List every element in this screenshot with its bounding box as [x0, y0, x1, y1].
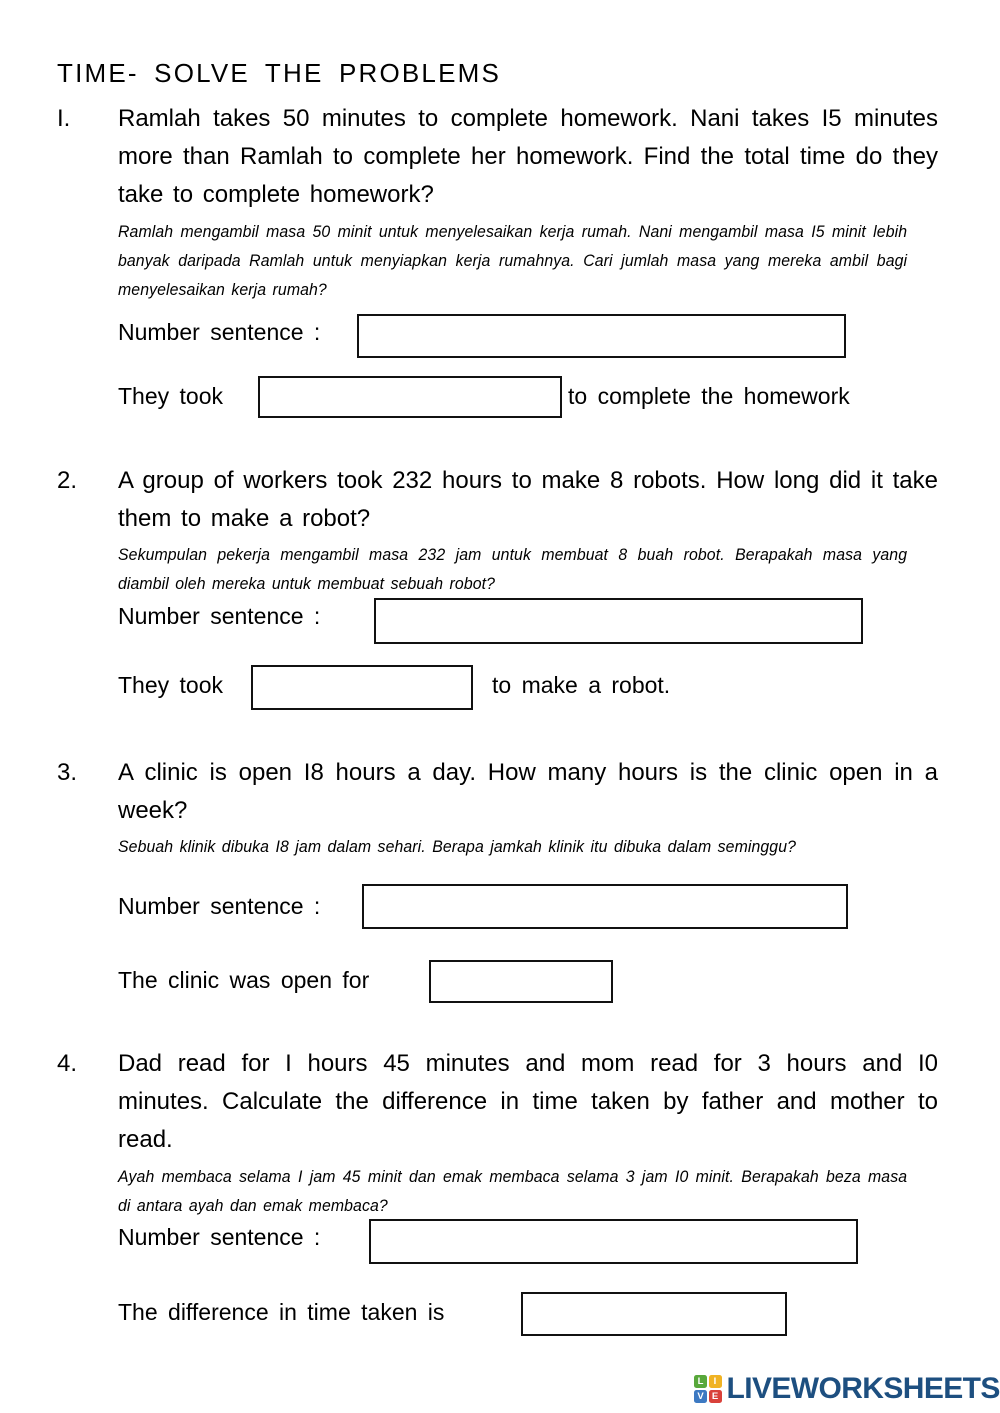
page-title: TIME- SOLVE THE PROBLEMS [57, 58, 502, 88]
answer-row-number-sentence-2 [0, 594, 1000, 642]
question-text-en-1: Ramlah takes 50 minutes to complete homework. Nani takes I5 minutes more than Ramlah to complete her homework. Find the total time do they take to complete homework? [118, 105, 938, 208]
logo-tile-i: I [709, 1375, 722, 1388]
logo-tiles-group [694, 1375, 722, 1403]
logo-tile-v: V [694, 1390, 707, 1403]
question-text-en-4: Dad read for I hours 45 minutes and mom read for 3 hours and I0 minutes. Calculate the difference in time taken by father and mother to read. [118, 1050, 938, 1153]
number-sentence-label-3: Number sentence : [118, 893, 321, 919]
answer-input-1[interactable] [258, 376, 562, 418]
number-sentence-label-4: Number sentence : [118, 1224, 321, 1250]
answer-row-result-1 [0, 374, 1000, 422]
answer-row-number-sentence-4 [0, 1215, 1000, 1263]
question-text-ms-3: Sebuah klinik dibuka I8 jam dalam sehari. Berapa jamkah klinik itu dibuka dalam seminggu? [118, 838, 797, 856]
answer-prefix-label-4: The difference in time taken is [118, 1299, 445, 1325]
number-sentence-input-2[interactable] [374, 598, 863, 644]
logo-wordmark: LIVEWORKSHEETS [726, 1372, 1000, 1405]
question-number-3: 3. [57, 759, 78, 786]
question-text-ms-2: Sekumpulan pekerja mengambil masa 232 jam untuk membuat 8 buah robot. Berapakah masa yang diambil oleh mereka untuk membuat sebuah robot? [118, 546, 908, 593]
answer-input-4[interactable] [521, 1292, 787, 1336]
question-text-en-3: A clinic is open I8 hours a day. How many hours is the clinic open in a week? [118, 759, 938, 824]
number-sentence-input-3[interactable] [362, 884, 848, 929]
question-number-2: 2. [57, 467, 78, 494]
answer-prefix-label-3: The clinic was open for [118, 967, 370, 993]
answer-row-result-4 [0, 1290, 1000, 1338]
answer-prefix-label-2: They took [118, 672, 223, 698]
answer-suffix-label-2: to make a robot. [492, 672, 671, 698]
number-sentence-label-2: Number sentence : [118, 603, 321, 629]
question-text-ms-4: Ayah membaca selama I jam 45 minit dan emak membaca selama 3 jam I0 minit. Berapakah beza masa di antara ayah dan emak membaca? [118, 1168, 908, 1215]
number-sentence-input-4[interactable] [369, 1219, 858, 1264]
answer-row-number-sentence-3 [0, 884, 1000, 932]
answer-input-3[interactable] [429, 960, 613, 1003]
liveworksheets-logo[interactable] [694, 1372, 1000, 1406]
answer-row-result-2 [0, 663, 1000, 711]
number-sentence-label-1: Number sentence : [118, 319, 321, 345]
number-sentence-input-1[interactable] [357, 314, 846, 358]
answer-prefix-label-1: They took [118, 383, 223, 409]
answer-row-result-3 [0, 958, 1000, 1006]
question-text-ms-1: Ramlah mengambil masa 50 minit untuk menyelesaikan kerja rumah. Nani mengambil masa I5 minit lebih banyak daripada Ramlah untuk menyiapkan kerja rumahnya. Cari jumlah masa yang mereka ambil bagi menyelesaikan kerja rumah? [118, 223, 908, 299]
logo-tile-e: E [709, 1390, 722, 1403]
logo-tile-l: L [694, 1375, 707, 1388]
question-number-1: I. [57, 105, 71, 132]
answer-row-number-sentence-1 [0, 310, 1000, 358]
answer-suffix-label-1: to complete the homework [568, 383, 850, 409]
question-text-en-2: A group of workers took 232 hours to make 8 robots. How long did it take them to make a robot? [118, 467, 938, 532]
question-number-4: 4. [57, 1050, 78, 1077]
answer-input-2[interactable] [251, 665, 473, 710]
